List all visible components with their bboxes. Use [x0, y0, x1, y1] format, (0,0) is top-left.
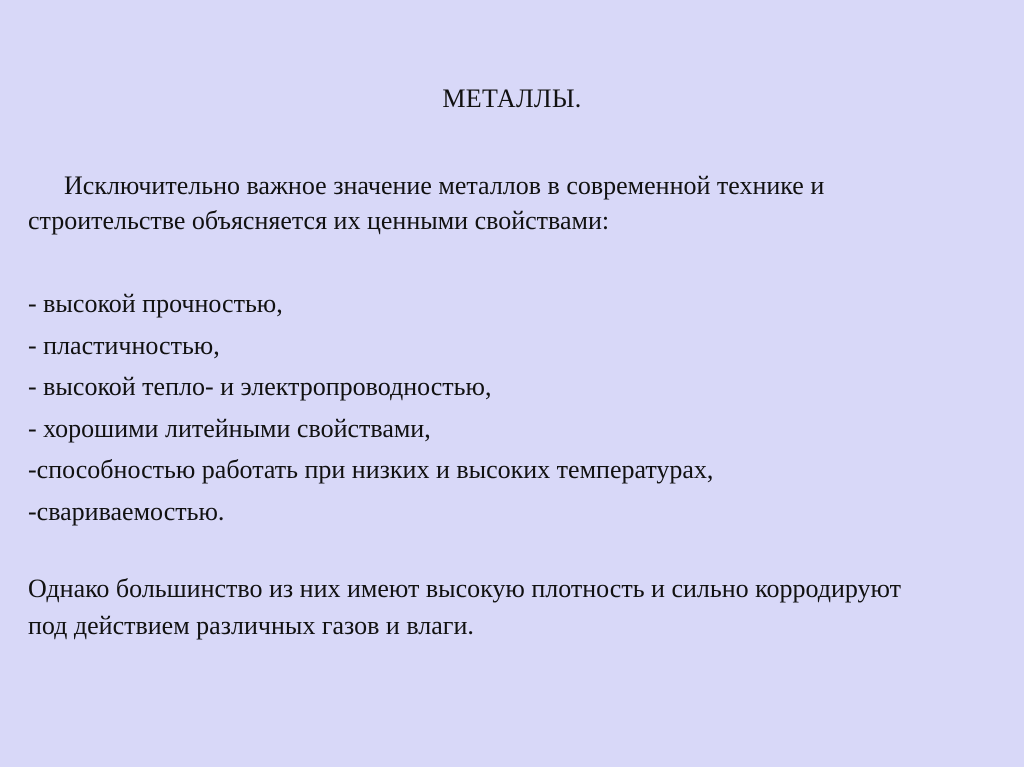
outro-line-2: под действием различных газов и влаги.: [28, 611, 474, 640]
properties-list: [28, 283, 1008, 532]
intro-line-1: [28, 168, 1008, 203]
list-item: - высокой прочностью,: [28, 289, 283, 318]
list-item: - пластичностью,: [28, 330, 220, 360]
intro-line-1-text: Исключительно важное значение металлов в современной технике и: [64, 171, 825, 200]
list-item: - высокой тепло- и электропроводностью,: [28, 372, 492, 401]
outro-paragraph: [28, 570, 1008, 644]
intro-paragraph: [28, 168, 1008, 238]
list-item: - хорошими литейными свойствами,: [28, 413, 431, 443]
intro-line-2: строительстве объясняется их ценными свойствами:: [28, 206, 610, 235]
slide-title: МЕТАЛЛЫ.: [442, 84, 582, 113]
list-item: -свариваемостью.: [28, 496, 225, 526]
list-item: -способностью работать при низких и высоких температурах,: [28, 455, 714, 484]
outro-line-1: Однако большинство из них имеют высокую плотность и сильно корродируют: [28, 574, 901, 603]
